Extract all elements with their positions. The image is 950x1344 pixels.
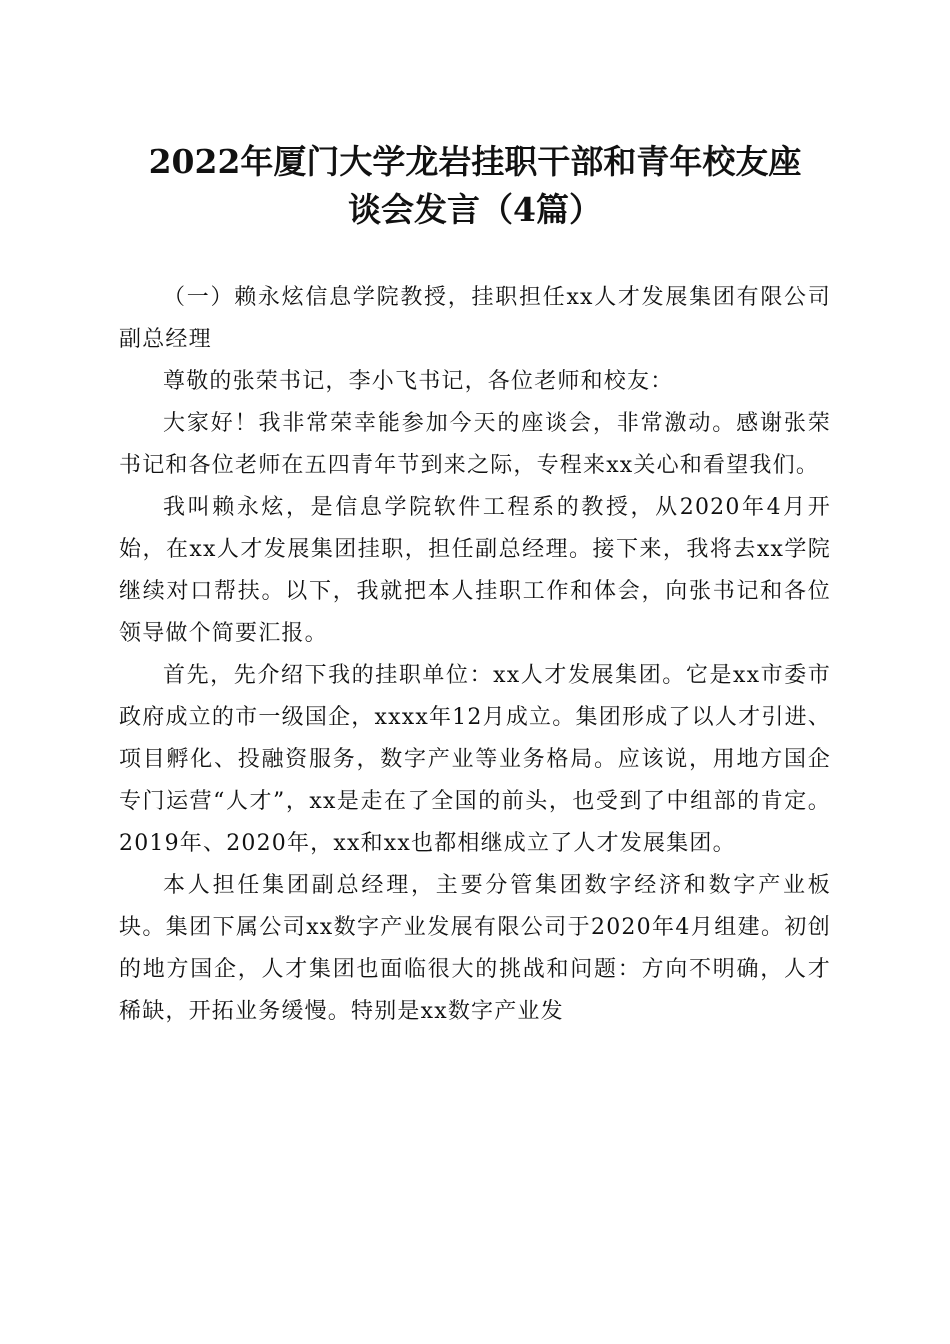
salutation: 尊敬的张荣书记，李小飞书记，各位老师和校友： (163, 369, 674, 394)
document-title (100, 138, 850, 234)
document-body (119, 277, 831, 1033)
body-paragraph: 大家好！我非常荣幸能参加今天的座谈会，非常激动。感谢张荣书记和各位老师在五四青年节到来之际，专程来xx关心和看望我们。 (119, 411, 831, 478)
body-paragraph: 首先，先介绍下我的挂职单位：xx人才发展集团。它是xx市委市政府成立的市一级国企，xxxx年12月成立。集团形成了以人才引进、项目孵化、投融资服务，数字产业等业务格局。应该说，用地方国企专门运营“人才”，xx是走在了全国的前头，也受到了中组部的肯定。2019年、2020年，xx和xx也都相继成立了人才发展集团。 (119, 663, 831, 856)
title-line-2: 谈会发言（4篇） (348, 190, 602, 229)
section-heading: （一）赖永炫信息学院教授，挂职担任xx人才发展集团有限公司副总经理 (119, 285, 831, 352)
title-line-1: 2022年厦门大学龙岩挂职干部和青年校友座 (148, 142, 802, 181)
body-paragraph: 我叫赖永炫，是信息学院软件工程系的教授，从2020年4月开始，在xx人才发展集团挂职，担任副总经理。接下来，我将去xx学院继续对口帮扶。以下，我就把本人挂职工作和体会，向张书记和各位领导做个简要汇报。 (119, 495, 831, 646)
body-paragraph: 本人担任集团副总经理，主要分管集团数字经济和数字产业板块。集团下属公司xx数字产业发展有限公司于2020年4月组建。初创的地方国企，人才集团也面临很大的挑战和问题：方向不明确，人才稀缺，开拓业务缓慢。特别是xx数字产业发 (119, 873, 831, 1024)
